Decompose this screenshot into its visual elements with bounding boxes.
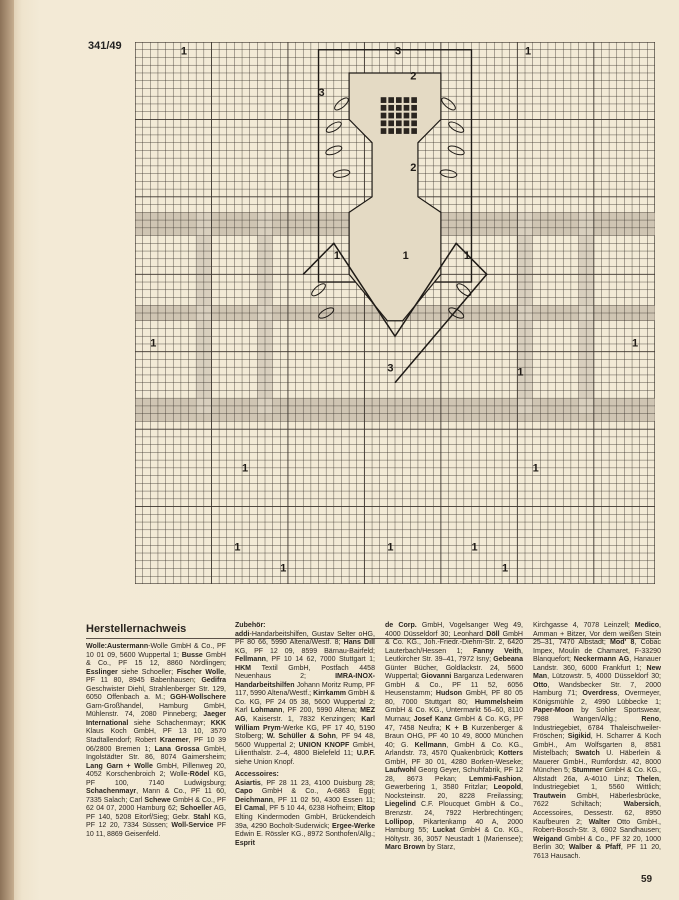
- filled-cell: [396, 105, 402, 111]
- filled-cell: [396, 128, 402, 134]
- accessoires-section: [235, 771, 375, 848]
- manufacturer-address: , PF 200, 5990 Altena;: [282, 707, 361, 715]
- manufacturer-name: GGH-Wollschere: [170, 694, 226, 702]
- manufacturer-address: , H. Scharrer & Koch GmbH., Am Wolfsgarten 8, 8581 Mistelbach;: [533, 733, 661, 758]
- manufacturer-address: , Cobac Impex, Moulin de Chamaret, F-33290 Blanquefort;: [533, 639, 661, 664]
- chart-marker-label: 3: [395, 45, 402, 58]
- manufacturer-name: IMRA-INOX-Handarbeitshilfen: [235, 673, 375, 689]
- chart-marker-label: 1: [180, 45, 188, 58]
- manufacturer-name: Jaeger International: [86, 711, 226, 727]
- filled-cell: [388, 128, 394, 134]
- manufacturer-name: Gebeana: [493, 656, 523, 664]
- filled-cell: [396, 97, 402, 103]
- manufacturer-address: GmbH & Co. KG., Joh.-Friedr.-Diehm-Str. 2, 6420 Lauterbach/Hessen 1;: [385, 630, 523, 655]
- chart-grid-svg: [135, 42, 655, 584]
- manufacturer-address: Georg Geyer, Schuhfabrik, PF 12 28, 8673 Pekan;: [385, 767, 523, 783]
- manufacturer-name: Luckat: [432, 827, 456, 835]
- chart-marker-label: 1: [471, 541, 478, 554]
- manufacturer-address: Elting Kindermoden GmbH, Brückendeich 39a, 4290 Bocholt-Suderwick;: [235, 814, 375, 830]
- manufacturer-name: Walber & Pfaff: [568, 844, 621, 852]
- manufacturer-name: Lana Grossa: [154, 745, 200, 753]
- manufacturer-address: GmbH, Vogelsanger Weg 49, 4000 Düsseldorf 30; Leonhard: [385, 622, 523, 638]
- manufacturer-address: GmbH & Co., PF 62 04 07, 2000 Hamburg 62;: [86, 796, 226, 813]
- manufacturer-address: , PF 11 02 50, 4300 Essen 11;: [272, 796, 375, 804]
- manufacturer-address: Kurzenberger & Braun OHG, PF 40 10 49, 8000 München 40; G.: [385, 724, 523, 749]
- manufacturer-name: Fanny Veith: [472, 647, 522, 655]
- manufacturer-address: GmbH & Co. KG., Altstadt 26a, A-4010 Linz;: [533, 767, 661, 783]
- manufacturer-address: , Pikartenkamp 40 A, 2000 Hamburg 55;: [385, 818, 523, 835]
- manufacturer-name: El Camal: [235, 805, 266, 813]
- chart-marker-label: 1: [517, 366, 524, 379]
- filled-cell: [411, 105, 417, 111]
- filled-cell: [396, 113, 402, 119]
- column-3: [385, 622, 523, 857]
- manufacturer-address: Kirchgasse 4, 7078 Leinzell;: [533, 622, 635, 629]
- manufacturer-name: Wabersich: [623, 801, 660, 809]
- manufacturer-address: GmbH & Co., A-6863 Eggi;: [252, 788, 375, 796]
- manufacturer-address: siehe Union Knopf.: [235, 758, 295, 766]
- manufacturer-address: GmbH & Co. KG, PF 47, 7458 Neufra;: [385, 716, 523, 732]
- filled-cell: [381, 128, 387, 134]
- filled-cell: [404, 120, 410, 126]
- filled-cell: [388, 120, 394, 126]
- manufacturer-address: , Nocksteinstr. 20, 8228 Freilassing;: [385, 784, 523, 800]
- manufacturer-name: New Man: [533, 664, 661, 681]
- manufacturer-address: GmbH, Häberlesbrücke, 7622 Schiltach;: [533, 792, 661, 809]
- manufacturer-address: -Handarbeitshilfen, Gustav Selter oHG, PF 80 66, 5990 Altena/Westf. 8;: [235, 630, 375, 647]
- manufacturer-name: Overdress: [582, 690, 618, 698]
- manufacturer-name: Eltop: [357, 805, 375, 813]
- column-2: [235, 622, 375, 852]
- chart-marker-label: 1: [387, 541, 394, 554]
- filled-cell: [404, 97, 410, 103]
- col3-paragraph: [385, 622, 523, 853]
- filled-cell: [381, 97, 387, 103]
- manufacturer-name: Esprit: [235, 839, 255, 847]
- manufacturer-address: , Accessoires, Dessestr. 62, 8950 Kaufbeuren 2;: [533, 801, 661, 826]
- chart-marker-label: 2: [410, 162, 417, 175]
- manufacturer-address: Johann Moritz Rump, PF 117, 5990 Altena/Westf.;: [235, 681, 375, 698]
- manufacturer-name: Liegelind: [385, 801, 416, 809]
- manufacturer-address: by Sohler Sportswear, 7988 Wangen/Allg.;: [533, 707, 661, 724]
- filled-cell: [404, 113, 410, 119]
- manufacturer-name: Gedifra: [201, 677, 226, 685]
- chart-marker-label: 1: [632, 337, 639, 350]
- manufacturer-name: Wolle:: [86, 643, 108, 650]
- manufacturer-name: Döll: [486, 630, 500, 638]
- filled-cell: [381, 105, 387, 111]
- manufacturer-name: Asiartis: [235, 779, 261, 787]
- manufacturer-address: Textil GmbH, Postfach 4458 Neuenhaus 2;: [235, 664, 375, 681]
- filet-crochet-chart: [135, 42, 655, 584]
- manufacturer-address: Barganza Lederwaren GmbH & Co., PF 11 52, 6056 Heusenstamm;: [385, 673, 523, 698]
- manufacturer-address: KG, PF 100, 7140 Ludwigsburg;: [86, 771, 226, 787]
- manufacturer-name: Walter: [588, 818, 610, 826]
- zubehoer-label: Zubehör:: [235, 622, 266, 629]
- manufacturer-name: Schachenmayr: [86, 788, 137, 796]
- manufacturer-name: Medico: [634, 622, 660, 629]
- manufacturer-name: MEZ AG: [235, 707, 375, 724]
- manufacturer-name: Otto: [533, 681, 548, 689]
- manufacturer-name: Weigand: [533, 835, 563, 843]
- manufacturer-name: W. Schüller & Sohn: [266, 733, 336, 741]
- manufacturer-address: GmbH & Co. KG, PF 24 05 38, 5600 Wuppertal 2; Karl: [235, 690, 375, 715]
- manufacturer-name: Thelen: [636, 775, 660, 783]
- manufacturer-address: Garn-Großhandel, Hamburg GmbH, Mühlenstr. 74, 2080 Pinneberg;: [86, 702, 226, 719]
- manufacturer-address: GmbH & Co. KG., Höltystr. 36, 3057 Neustadt 1 (Mariensee);: [385, 827, 523, 843]
- chart-marker-label: 1: [525, 45, 532, 58]
- manufacturer-address: , PF 11 80, 8945 Babenhausen;: [86, 668, 226, 685]
- filled-cell: [396, 120, 402, 126]
- manufacturer-name: Paper-Moon: [533, 707, 574, 715]
- column-4: [533, 622, 661, 865]
- manufacturer-name: Lohmann: [250, 707, 283, 715]
- manufacturer-address: , Lützowstr. 5, 4000 Düsseldorf 30;: [547, 673, 661, 681]
- manufacturer-address: , PF 10 14 62, 7000 Stuttgart 1;: [265, 656, 375, 664]
- manufacturer-name: Kirrkamm: [313, 690, 347, 698]
- manufacturer-address: siehe Schachenmayr;: [128, 719, 211, 727]
- manufacturer-name: K + B: [445, 724, 468, 732]
- manufacturer-address: GmbH, PF 80 05 80, 7000 Stuttgart 80;: [385, 690, 523, 706]
- filled-cell: [381, 113, 387, 119]
- manufacturer-name: Sigikid: [567, 733, 591, 741]
- manufacturer-name: Capo: [235, 788, 253, 796]
- manufacturer-address: GmbH, Ingolstädter Str. 86, 8074 Gaimersheim;: [86, 745, 226, 762]
- manufacturer-address: AG, PF 140, 5208 Eitorf/Sieg; Gebr.: [86, 805, 226, 821]
- filled-cell: [411, 113, 417, 119]
- column-1: [86, 643, 226, 844]
- chart-marker-label: 1: [402, 249, 409, 262]
- chart-marker-label: 1: [333, 249, 340, 262]
- manufacturer-address: , Overmeyer, Königsmühle 2, 4990 Lübbecke 1;: [533, 690, 661, 706]
- filled-cell: [388, 105, 394, 111]
- manufacturer-address: , PF 94 48, 5600 Wuppertal 2;: [235, 733, 375, 749]
- manufacturer-name: KKK: [210, 719, 226, 727]
- manufacturer-name: Fischer Wolle: [176, 668, 225, 676]
- manufacturer-name: Hummelsheim: [474, 698, 523, 706]
- manufacturer-address: Günter Bücher, Goldlackstr. 24, 5600 Wuppertal;: [385, 664, 523, 681]
- manufacturer-name: Swatch: [575, 750, 600, 758]
- manufacturer-address: GmbH, PF 30 01, 4280 Borken-Weseke;: [385, 758, 523, 766]
- manufacturer-name: Neckermann AG: [573, 656, 630, 664]
- filled-cell: [411, 97, 417, 103]
- manufacturer-name: Lollipop: [385, 818, 413, 826]
- filled-cell: [388, 113, 394, 119]
- manufacturer-address: GmbH, Lilienthalstr. 2–4, 4800 Bielefeld 11;: [235, 741, 375, 758]
- manufacturer-name: Busse: [181, 651, 203, 659]
- filled-cell: [411, 128, 417, 134]
- manufacturer-address: , Kaiserstr. 1, 7832 Kenzingen;: [245, 716, 362, 724]
- manufacturer-name: Hudson: [435, 690, 463, 698]
- manufacturer-address: siehe Schoeller;: [117, 668, 177, 676]
- manufacturer-name: Fellmann: [235, 656, 266, 664]
- chart-marker-label: 3: [318, 87, 325, 100]
- manufacturer-address: -Werke KG, PF 17 40, 5190 Stolberg;: [235, 724, 375, 741]
- manufacturer-name: Karl William Prym: [235, 716, 375, 732]
- col4-paragraph: [533, 622, 661, 861]
- manufacturer-name: Giovanni: [421, 673, 452, 681]
- manufacturer-name: Esslinger: [86, 668, 118, 676]
- manufacturer-name: Ergee-Werke: [332, 822, 375, 830]
- manufacturer-name: Rödel: [189, 771, 210, 779]
- manufacturer-address: , Mann & Co., PF 11 60, 7335 Salach; Carl: [86, 788, 226, 804]
- book-spine: [0, 0, 14, 900]
- manufacturer-address: , Amman + Bitzer, Vor dem weißen Stein 25–31, 7470 Albstadt;: [533, 622, 661, 647]
- manufacturer-address: C.F. Ploucquet GmbH & Co., Brenzstr. 24, 7922 Herbrechtingen;: [385, 801, 523, 818]
- manufacturer-address: , Hanauer Landstr. 360, 6000 Frankfurt 1;: [533, 656, 661, 672]
- manufacturer-address: Geschwister Diehl, Strahlenberger Str. 129, 6050 Offenbach a. M.;: [86, 685, 226, 702]
- manufacturer-name: Leopold: [493, 784, 522, 792]
- manufacturer-name: Laufwohl: [385, 767, 416, 775]
- manufacturer-name: Kellmann: [414, 741, 447, 749]
- manufacturer-address: , Industriegebiet, 6784 Thaleischweiler-Fröschen;: [533, 716, 661, 741]
- manufacturer-name: Trautwein: [533, 792, 566, 800]
- manufacturer-address: , Wandsbecker Str. 7, 2000 Hamburg 71;: [533, 681, 661, 698]
- manufacturer-name: Lemmi-Fashion: [468, 775, 522, 783]
- manufacturer-address: , PF 11 20, 7613 Hausach.: [533, 844, 661, 860]
- filled-cell: [381, 120, 387, 126]
- manufacturer-name: HKM: [235, 664, 252, 672]
- chart-marker-label: 1: [280, 562, 287, 575]
- manufacturer-name: addi: [235, 630, 250, 638]
- chart-marker-label: 1: [242, 462, 249, 475]
- manufacturer-name: Mod' 8: [610, 639, 635, 647]
- manufacturer-address: , PF 5 10 44, 6238 Hofheim;: [265, 805, 358, 813]
- manufacturer-address: GmbH & Co. KG., Untermarkt 56–60, 8110 Murnau;: [385, 707, 523, 724]
- chart-marker-label: 1: [463, 249, 470, 262]
- manufacturer-name: Austermann: [107, 643, 149, 650]
- chart-marker-label: 1: [150, 337, 157, 350]
- manufacturer-name: Hans Dill: [343, 639, 375, 647]
- manufacturer-address: Edwin E. Rössler KG., 8972 Sonthofen/Allg.;: [235, 831, 375, 839]
- manufacturer-name: Schoeller: [180, 805, 212, 813]
- accessoires-label: Accessoires:: [235, 771, 279, 779]
- manufacturer-address: , Leutkircher Str. 39–41, 7972 Isny;: [385, 647, 523, 664]
- manufacturer-name: Marc Brown: [385, 844, 426, 852]
- manufacturer-address: KG, PF 12 09, 8599 Bärnau-Bairfeld;: [235, 647, 375, 655]
- manufacturer-address: , PF 10 39 06/2800 Bremen 1;: [86, 737, 226, 753]
- chart-marker-label: 2: [410, 70, 417, 83]
- manufacturer-address: KG, PF 12 20, 7334 Süssen;: [86, 813, 226, 830]
- manufacturer-address: , Industriegebiet 1, 5560 Wittlich;: [533, 775, 661, 792]
- manufacturer-name: Kraemer: [159, 737, 189, 745]
- page-number: 59: [641, 874, 653, 885]
- manufacturer-name: Lang Garn + Wolle: [86, 762, 153, 770]
- manufacturer-name: Reno: [641, 716, 660, 724]
- manufacturer-address: , PF 28 11 23, 4100 Duisburg 28;: [260, 779, 375, 787]
- manufacturer-address: -Wolle GmbH & Co., PF 10 01 09, 5600 Wuppertal 1;: [86, 643, 226, 659]
- manufacturer-address: GmbH, Pillenweg 20, 4052 Korschenbroich 2; Wolle-: [86, 762, 226, 779]
- manufacturer-address: , Gewerbering 1, 3580 Fritzlar;: [385, 775, 523, 792]
- manufacturer-address: GmbH & Co., PF 15 12, 8860 Nördlingen;: [86, 651, 226, 668]
- chart-marker-label: 3: [387, 362, 394, 375]
- filled-cell: [404, 105, 410, 111]
- manufacturer-name: Stummer: [572, 767, 603, 775]
- filled-cell: [404, 128, 410, 134]
- manufacturer-address: GmbH & Co., PF 32 20, 1000 Berlin 30;: [533, 835, 661, 852]
- manufacturer-address: Klaus Koch GmbH, PF 13 10, 3570 Stadtallendorf; Robert: [86, 728, 226, 745]
- col1-paragraph: [86, 643, 226, 840]
- chart-marker-label: 1: [234, 541, 241, 554]
- manufacturer-name: Josef Kanz: [413, 716, 452, 724]
- manufacturer-name: Woll-Service: [171, 822, 214, 830]
- manufacturer-name: de Corp.: [385, 622, 417, 629]
- zubehoer-section: [235, 622, 375, 767]
- manufacturer-name: Stahl: [193, 813, 211, 821]
- figure-number: 341/49: [88, 40, 122, 52]
- manufacturer-address: , GmbH & Co. KG., Arlandstr. 73, 4570 Quakenbrück;: [385, 741, 523, 758]
- manufacturer-address: PF 10 11, 8869 Geisenfeld.: [86, 822, 226, 839]
- manufacturer-name: U.P.F.: [356, 750, 375, 758]
- manufacturer-name: UNION KNOPF: [298, 741, 350, 749]
- section-heading: Herstellernachweis: [86, 623, 187, 635]
- manufacturer-address: U. Häberlein & Mauerer GmbH., Rumfordstr. 42, 8000 München 5;: [533, 750, 661, 775]
- chart-marker-label: 1: [502, 562, 509, 575]
- manufacturer-address: Otto GmbH., Robert-Bosch-Str. 3, 6902 Sandhausen;: [533, 818, 661, 835]
- filled-cell: [411, 120, 417, 126]
- manufacturer-name: Kotters: [498, 750, 523, 758]
- manufacturer-name: Schewe: [144, 796, 171, 804]
- manufacturer-name: Deichmann: [235, 796, 273, 804]
- chart-marker-label: 1: [532, 462, 539, 475]
- manufacturer-address: by Starz,: [425, 844, 456, 852]
- filled-cell: [388, 97, 394, 103]
